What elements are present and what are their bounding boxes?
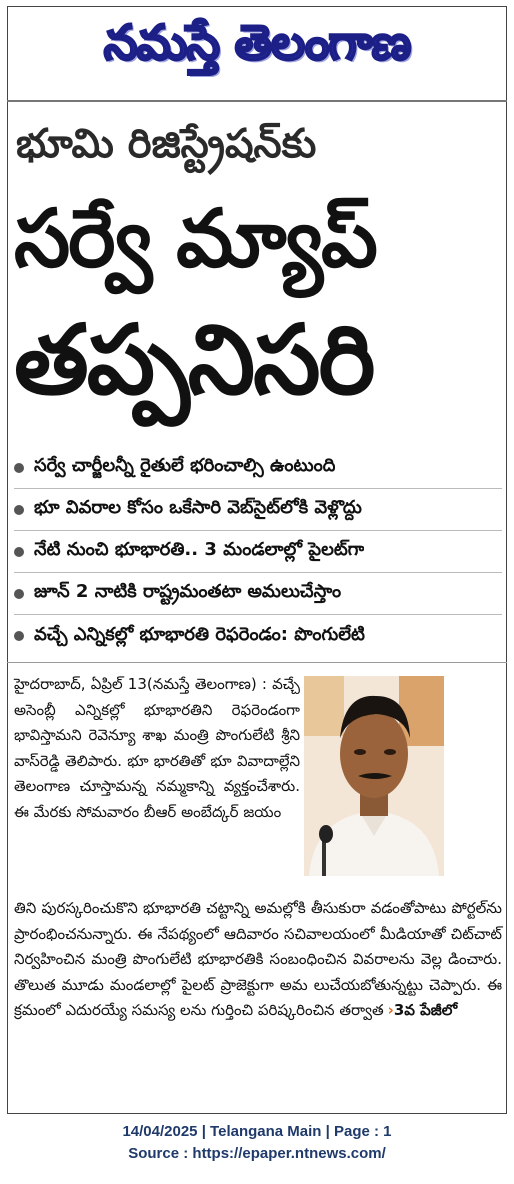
footer-source-link[interactable]: Source : https://epaper.ntnews.com/ [128,1145,386,1162]
headline-kicker: భూమి రిజిస్ట్రేషన్‌కు [16,121,317,167]
bullet-item [14,489,502,531]
bullet-dot-icon [14,631,24,641]
footer-edition-info: 14/04/2025 | Telangana Main | Page : 1 [122,1123,392,1140]
bullet-dot-icon [14,505,24,515]
bullet-text: సర్వే చార్జీలన్నీ రైతులే భరించాల్సి ఉంటుంది [34,455,336,476]
body-divider [7,662,507,663]
bullet-item [14,531,502,573]
bullet-text: వచ్చే ఎన్నికల్లో భూభారతి రెఫరెండం: పొంగులేటి [34,623,365,645]
bullet-text: నేటి నుంచి భూభారతి.. 3 మండలాల్లో పైలట్‌గా [34,539,365,560]
bullet-dot-icon [14,547,24,557]
bullet-item [14,447,502,489]
bullet-dot-icon [14,589,24,599]
masthead [0,4,514,82]
article-body-column: హైదరాబాద్, ఏప్రిల్ 13(నమస్తే తెలంగాణ) : వచ్చే అసెంబ్లీ ఎన్నికల్లో భూభారతిని రెఫరెండంగా భావిస్తామని రెవెన్యూ శాఖ మంత్రి పొంగులేటి శ్రీని వాస్‌రెడ్డి తెలిపారు. భూ భారతితో భూ వివాదాల్లేని తెలంగాణ చూస్తామన్న నమ్మకాన్ని వ్యక్తంచేశారు. ఈ మేరకు సోమవారం బీఆర్ అంబేద్కర్ జయం [14,675,300,821]
header-divider [7,100,507,102]
article-body-full [14,896,502,1024]
jump-arrow-icon: › [387,1001,394,1019]
masthead-title: నమస్తే తెలంగాణ [103,15,411,71]
minister-photo [304,676,444,876]
bullet-text: జూన్ 2 నాటికి రాష్ట్రమంతటా అమలుచేస్తాం [34,581,342,602]
bullet-item [14,573,502,615]
highlight-bullets [14,447,502,657]
bullet-item [14,615,502,657]
bullet-text: భూ వివరాల కోసం ఒకేసారి వెబ్‌సైట్‌లోకి వెళ్లొద్దు [34,497,362,518]
continued-on-link[interactable]: 3వ పేజీలో [393,1001,458,1019]
bullet-dot-icon [14,463,24,473]
headline-line-1: సర్వే మ్యాప్ [14,192,376,285]
article-body-text: తిని పురస్కరించుకొని భూభారతి చట్టాన్ని అమల్లోకి తీసుకురా వడంతోపాటు పోర్టల్‌ను ప్రారంభించనున్నారు. ఈ నేపథ్యంలో ఆదివారం సచివాలయంలో మీడియాతో చిట్‌చాట్ నిర్వహించిన మంత్రి పొంగులేటి భూభారతికి సంబంధించిన వివరాలను వెల్ల డించారు. తొలుత మూడు మండలాల్లో పైలట్ ప్రాజెక్టుగా అమ లుచేయబోతున్నట్టు చెప్పారు. ఈ క్రమంలో ఎదురయ్యే సమస్య లను గుర్తించి పరిష్కరించిన తర్వాత [14,899,502,1019]
portrait-image [304,676,444,876]
headline-line-2: తప్పనిసరి [14,304,374,416]
